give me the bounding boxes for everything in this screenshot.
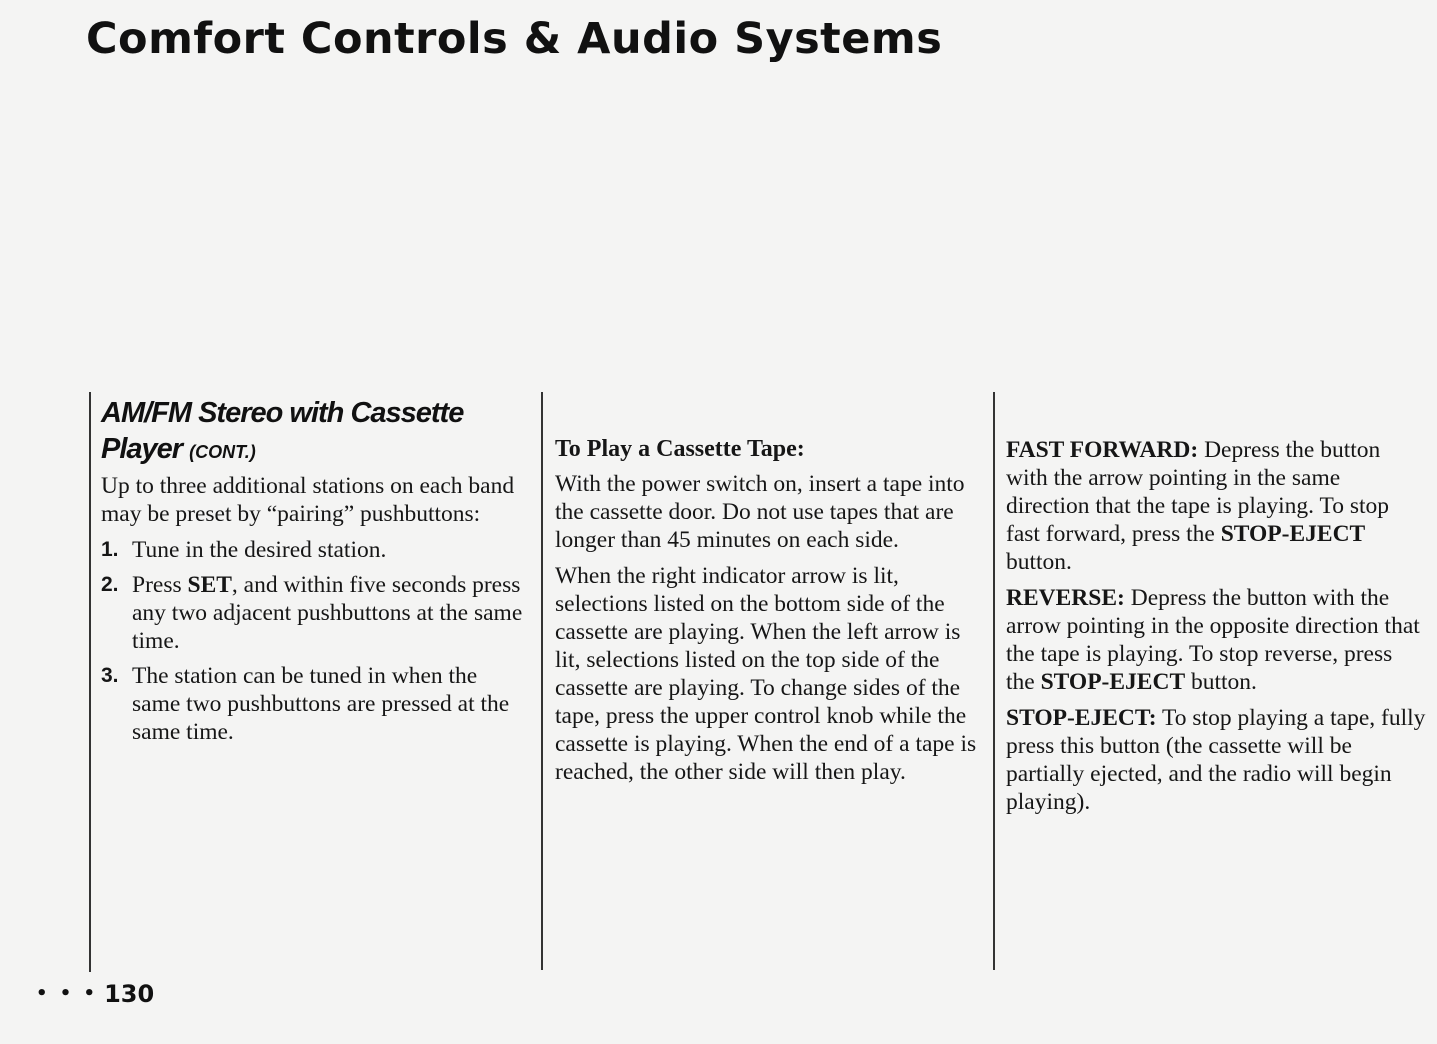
fast-forward-label: FAST FORWARD: <box>1006 437 1199 463</box>
steps-list <box>101 536 531 746</box>
reverse-text-2: button. <box>1185 669 1257 695</box>
column-1 <box>101 395 531 753</box>
list-item <box>101 571 531 655</box>
step-number: 2. <box>101 573 119 596</box>
paragraph-reverse <box>1006 584 1426 696</box>
column-2 <box>555 434 983 786</box>
list-item <box>101 536 531 564</box>
step-number: 1. <box>101 538 119 561</box>
fast-forward-text-1: Depress the button with the arrow pointing in the same direction that the tape is playing. To stop fast forward, press the <box>1006 437 1389 547</box>
section-title-suffix: (CONT.) <box>189 442 256 462</box>
reverse-text-1: Depress the button with the arrow pointing in the opposite direction that the tape is playing. To stop reverse, press the <box>1006 585 1420 695</box>
column-divider-right <box>993 392 995 970</box>
set-button-name: SET <box>187 572 232 598</box>
step-text-post: , and within five seconds press any two adjacent pushbuttons at the same time. <box>132 572 523 654</box>
stop-eject-label: STOP-EJECT: <box>1006 705 1157 731</box>
column-3 <box>1006 436 1426 816</box>
section-title-text: AM/FM Stereo with Cassette Player <box>101 397 464 465</box>
paragraph-fast-forward <box>1006 436 1426 576</box>
step-text: The station can be tuned in when the same two pushbuttons are pressed at the same time. <box>132 663 510 745</box>
page-number-dots: • • • <box>36 983 99 1004</box>
page-number <box>36 980 154 1008</box>
stop-eject-button-name: STOP-EJECT <box>1220 521 1366 547</box>
fast-forward-text-2: button. <box>1006 549 1072 575</box>
stop-eject-button-name: STOP-EJECT <box>1040 669 1186 695</box>
reverse-label: REVERSE: <box>1006 585 1125 611</box>
subheading-play-cassette: To Play a Cassette Tape: <box>555 436 805 462</box>
list-item <box>101 662 531 746</box>
stop-eject-text: To stop playing a tape, fully press this button (the cassette will be partially ejected, and the radio will begin playing). <box>1006 705 1426 815</box>
intro-paragraph: Up to three additional stations on each band may be preset by “pairing” pushbuttons: <box>101 473 515 527</box>
column-divider-left <box>89 392 91 972</box>
page-title: Comfort Controls & Audio Systems <box>86 14 943 64</box>
paragraph-insert-tape: With the power switch on, insert a tape into the cassette door. Do not use tapes that are longer than 45 minutes on each side. <box>555 471 965 553</box>
section-title <box>101 395 531 470</box>
column-divider-middle <box>541 392 543 970</box>
step-text-pre: Press <box>132 572 188 598</box>
paragraph-indicator-arrows: When the right indicator arrow is lit, selections listed on the bottom side of the cassette are playing. When the left arrow is lit, selections listed on the top side of the cassette are playing. To change sides of the tape, press the upper control knob while the cassette is playing. When the end of a tape is reached, the other side will then play. <box>555 563 977 785</box>
step-number: 3. <box>101 664 119 687</box>
paragraph-stop-eject <box>1006 704 1426 816</box>
page-number-value: 130 <box>104 980 155 1008</box>
step-text: Tune in the desired station. <box>132 537 387 563</box>
